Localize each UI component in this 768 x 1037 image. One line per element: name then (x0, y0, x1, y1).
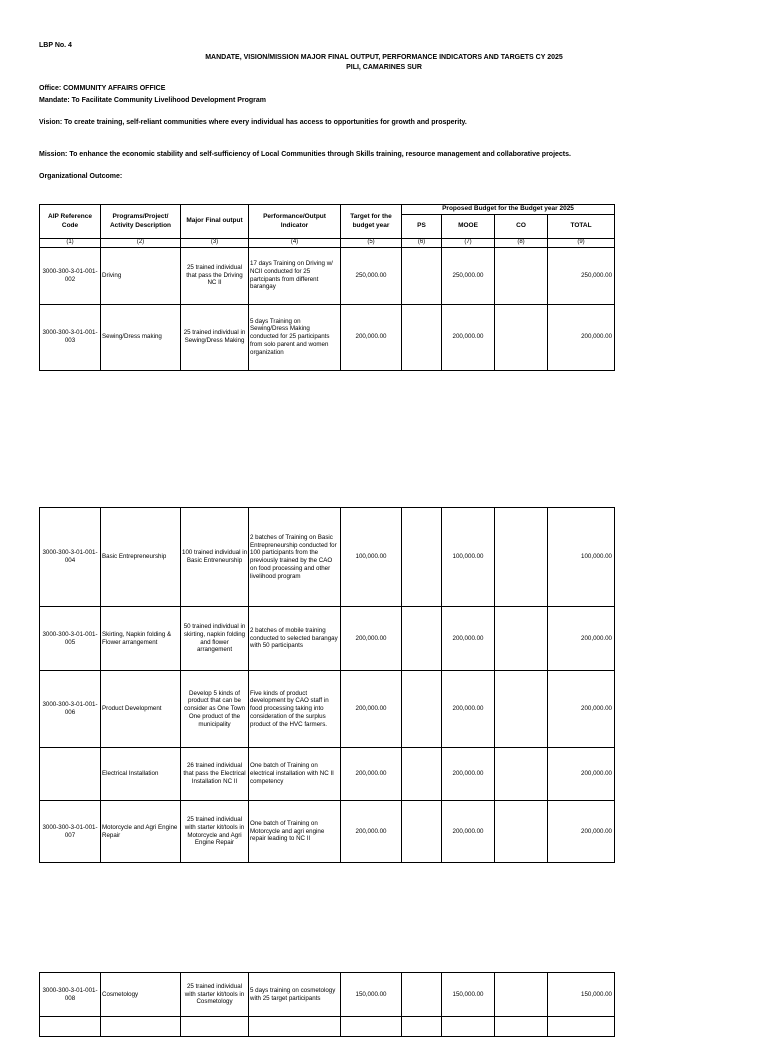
major-final-output: 25 trained individual in Sewing/Dress Making (181, 304, 249, 370)
aip-code: 3000-300-3-01-001-006 (40, 671, 101, 748)
aip-code: 3000-300-3-01-001-003 (40, 304, 101, 370)
mooe-amount: 200,000.00 (442, 801, 495, 863)
col-num: (6) (402, 239, 442, 248)
ps-amount (402, 671, 442, 748)
col-num: (1) (40, 239, 101, 248)
header-mfo: Major Final output (181, 205, 249, 239)
ps-amount (402, 304, 442, 370)
ps-amount (402, 247, 442, 304)
header-aip-code: AIP Reference Code (40, 205, 101, 239)
aip-code: 3000-300-3-01-001-004 (40, 508, 101, 607)
target-amount: 200,000.00 (341, 304, 402, 370)
vision-line: Vision: To create training, self-reliant communities where every individual has access to opportunities for growth and prosperity. (39, 119, 467, 126)
output-indicator: 2 batches of mobile training conducted to selected barangay with 50 participants (249, 607, 341, 671)
total-amount: 200,000.00 (548, 748, 615, 801)
document-location: PILI, CAMARINES SUR (346, 64, 422, 71)
table-row-partial (40, 1017, 615, 1037)
program-name: Sewing/Dress making (101, 304, 181, 370)
aip-code: 3000-300-3-01-001-007 (40, 801, 101, 863)
table-row (40, 748, 615, 801)
budget-table-part-3 (39, 972, 615, 1037)
table-row (40, 508, 615, 607)
total-amount: 150,000.00 (548, 973, 615, 1017)
ps-amount (402, 748, 442, 801)
total-amount: 200,000.00 (548, 607, 615, 671)
major-final-output: 25 trained individual with starter kit/tools in Motorcycle and Agri Engine Repair (181, 801, 249, 863)
target-amount: 100,000.00 (341, 508, 402, 607)
header-target: Target for the budget year (341, 205, 402, 239)
output-indicator: 17 days Training on Driving w/ NCII conducted for 25 partcipants from different barangay (249, 247, 341, 304)
office-line: Office: COMMUNITY AFFAIRS OFFICE (39, 85, 166, 92)
form-number: LBP No. 4 (39, 42, 72, 49)
program-name: Motorcycle and Agri Engine Repair (101, 801, 181, 863)
table-row (40, 247, 615, 304)
header-program: Programs/Project/ Activity Description (101, 205, 181, 239)
major-final-output: Develop 5 kinds of product that can be consider as One Town One product of the municipality (181, 671, 249, 748)
col-num: (3) (181, 239, 249, 248)
document-title: MANDATE, VISION/MISSION MAJOR FINAL OUTPUT, PERFORMANCE INDICATORS AND TARGETS CY 2025 (205, 54, 563, 61)
program-name: Electrical Installation (101, 748, 181, 801)
table-row (40, 304, 615, 370)
total-amount: 200,000.00 (548, 801, 615, 863)
ps-amount (402, 508, 442, 607)
program-name: Driving (101, 247, 181, 304)
ps-amount (402, 801, 442, 863)
aip-code: 3000-300-3-01-001-002 (40, 247, 101, 304)
target-amount: 250,000.00 (341, 247, 402, 304)
ps-amount (402, 607, 442, 671)
total-amount: 200,000.00 (548, 304, 615, 370)
output-indicator: 5 days Training on Sewing/Dress Making conducted for 25 participants from solo parent and women organization (249, 304, 341, 370)
col-num: (9) (548, 239, 615, 248)
aip-code (40, 748, 101, 801)
table-row (40, 671, 615, 748)
target-amount: 200,000.00 (341, 748, 402, 801)
output-indicator: One batch of Training on Motorcycle and agri engine repair leading to NC II (249, 801, 341, 863)
col-num: (4) (249, 239, 341, 248)
table-row (40, 607, 615, 671)
organizational-outcome: Organizational Outcome: (39, 173, 123, 180)
ps-amount (402, 973, 442, 1017)
total-amount: 200,000.00 (548, 671, 615, 748)
co-amount (495, 247, 548, 304)
mooe-amount: 200,000.00 (442, 748, 495, 801)
mooe-amount: 100,000.00 (442, 508, 495, 607)
co-amount (495, 607, 548, 671)
total-amount: 250,000.00 (548, 247, 615, 304)
table-row (40, 801, 615, 863)
program-name: Cosmetology (101, 973, 181, 1017)
header-budget-group: Proposed Budget for the Budget year 2025 (402, 205, 615, 215)
col-num: (2) (101, 239, 181, 248)
output-indicator: Five kinds of product development by CAO staff in food processing taking into consideration of the surplus product of the HVC farmers. (249, 671, 341, 748)
co-amount (495, 973, 548, 1017)
mandate-line: Mandate: To Facilitate Community Livelihood Development Program (39, 97, 267, 104)
header-total: TOTAL (548, 215, 615, 239)
mooe-amount: 200,000.00 (442, 304, 495, 370)
mooe-amount: 200,000.00 (442, 607, 495, 671)
co-amount (495, 801, 548, 863)
major-final-output: 25 trained individual with starter kit/tools in Cosmetology (181, 973, 249, 1017)
output-indicator: 2 batches of Training on Basic Entrepreneurship conducted for 100 participants from the previously trained by the CAO on food processing and other livelihood program (249, 508, 341, 607)
header-ps: PS (402, 215, 442, 239)
target-amount: 200,000.00 (341, 607, 402, 671)
program-name: Basic Entrepreneurship (101, 508, 181, 607)
budget-table-part-1 (39, 204, 615, 371)
aip-code: 3000-300-3-01-001-005 (40, 607, 101, 671)
program-name: Skirting, Napkin folding & Flower arrangement (101, 607, 181, 671)
mooe-amount: 150,000.00 (442, 973, 495, 1017)
aip-code: 3000-300-3-01-001-008 (40, 973, 101, 1017)
total-amount: 100,000.00 (548, 508, 615, 607)
mooe-amount: 250,000.00 (442, 247, 495, 304)
mooe-amount: 200,000.00 (442, 671, 495, 748)
col-num: (5) (341, 239, 402, 248)
output-indicator: One batch of Training on electrical installation with NC II competency (249, 748, 341, 801)
major-final-output: 26 trained individual that pass the Electrical Installation NC II (181, 748, 249, 801)
target-amount: 200,000.00 (341, 671, 402, 748)
header-co: CO (495, 215, 548, 239)
table-row (40, 973, 615, 1017)
co-amount (495, 748, 548, 801)
co-amount (495, 671, 548, 748)
major-final-output: 100 trained individual in Basic Entreneurship (181, 508, 249, 607)
program-name: Product Development (101, 671, 181, 748)
budget-table-part-2 (39, 507, 615, 863)
co-amount (495, 304, 548, 370)
major-final-output: 50 trained individual in skirting, napkin folding and flower arrangement (181, 607, 249, 671)
mission-line: Mission: To enhance the economic stability and self-sufficiency of Local Communities through Skills training, resource management and collaborative projects. (39, 151, 571, 158)
target-amount: 150,000.00 (341, 973, 402, 1017)
co-amount (495, 508, 548, 607)
major-final-output: 25 trained individual that pass the Driving NC II (181, 247, 249, 304)
output-indicator: 5 days training on cosmetology with 25 target participants (249, 973, 341, 1017)
col-num: (8) (495, 239, 548, 248)
header-mooe: MOOE (442, 215, 495, 239)
target-amount: 200,000.00 (341, 801, 402, 863)
col-num: (7) (442, 239, 495, 248)
header-indicator: Performance/Output Indicator (249, 205, 341, 239)
